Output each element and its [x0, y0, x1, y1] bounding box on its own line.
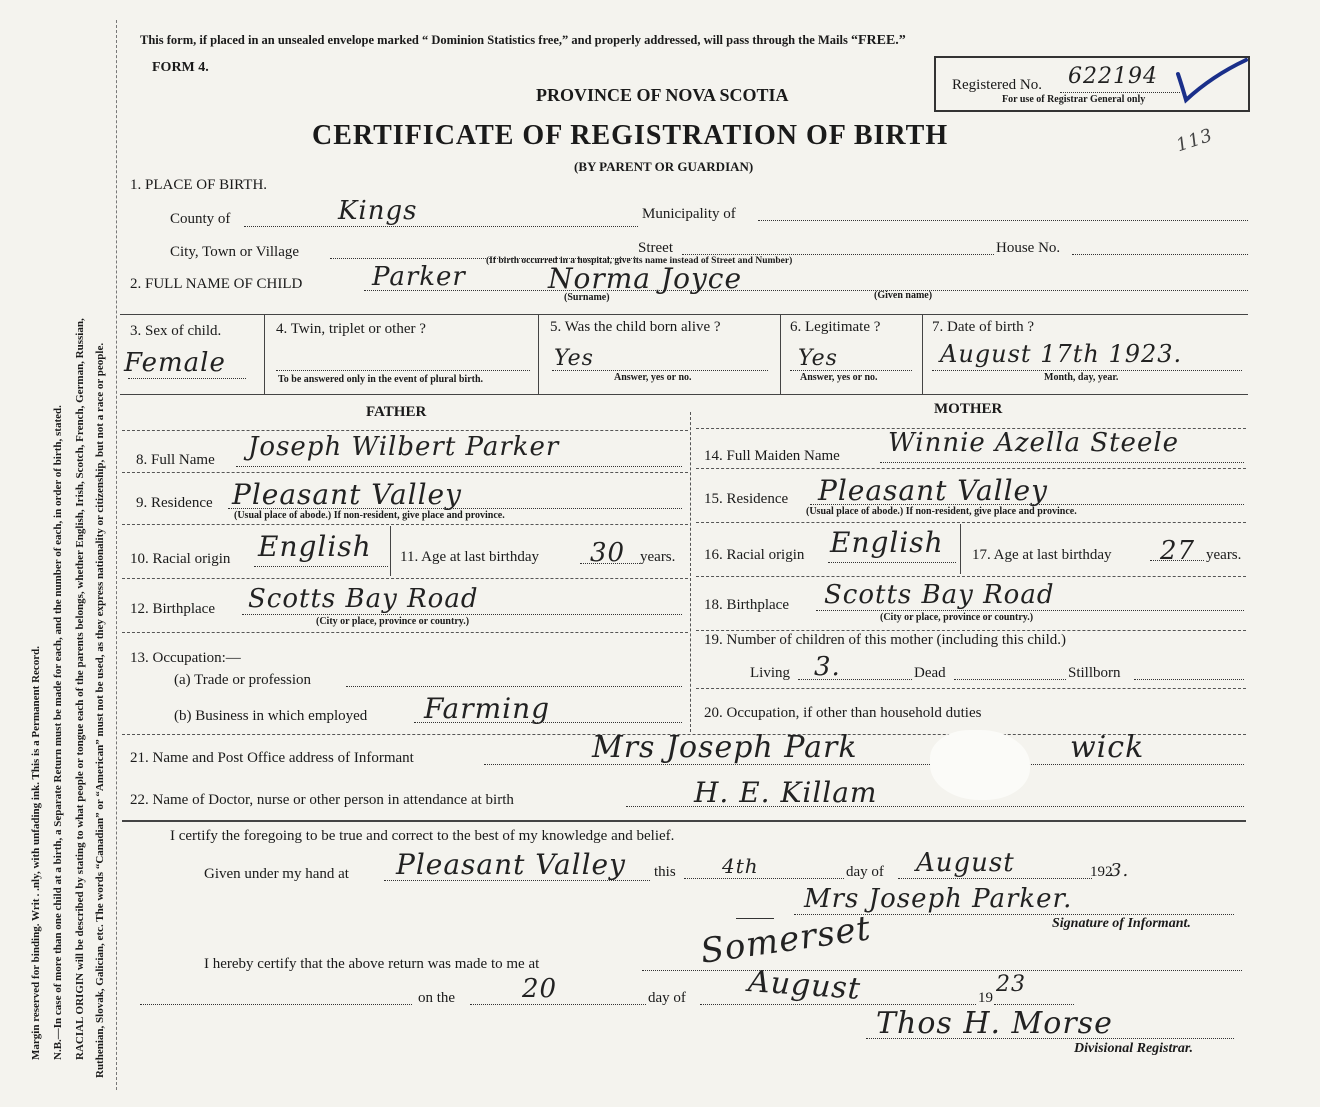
- registrar-day: 20: [522, 974, 558, 1004]
- province-heading: PROVINCE OF NOVA SCOTIA: [536, 85, 789, 105]
- doctor-value: H. E. Killam: [694, 776, 878, 809]
- business-line: [414, 722, 682, 723]
- mother-age-label: 17. Age at last birthday: [972, 547, 1112, 563]
- mother-res-line: [810, 504, 1244, 505]
- twin-line: [276, 370, 530, 371]
- certify-text: I certify the foregoing to be true and correct to the best of my knowledge and belief.: [170, 828, 675, 844]
- certify-year: 3.: [1110, 860, 1130, 881]
- mother-age-line: [1150, 560, 1204, 561]
- municipality-line: [758, 220, 1248, 221]
- father-res-line: [228, 508, 682, 509]
- living-value: 3.: [814, 652, 841, 682]
- day-of-label: day of: [846, 864, 884, 880]
- alive-value: Yes: [554, 346, 594, 371]
- this-label: this: [654, 864, 676, 880]
- twin-note: To be answered only in the event of plural birth.: [278, 374, 484, 385]
- registrar-month-line: [700, 1004, 976, 1005]
- business-label: (b) Business in which employed: [174, 708, 368, 724]
- legit-line: [790, 370, 912, 371]
- street-label: Street: [638, 240, 673, 256]
- father-birthplace-note: (City or place, province or country.): [316, 616, 470, 627]
- informant-signature: Mrs Joseph Parker.: [804, 884, 1073, 914]
- registrar-on-the: on the: [418, 990, 456, 1006]
- stillborn-label: Stillborn: [1068, 665, 1121, 681]
- father-birthplace-line: [242, 614, 682, 615]
- registered-number: 622194: [1068, 64, 1158, 89]
- binding-line: [116, 20, 117, 1090]
- parents-row-line-2b: [696, 468, 1246, 469]
- mother-age-divider: [960, 524, 961, 574]
- certificate-title: CERTIFICATE OF REGISTRATION OF BIRTH: [312, 120, 949, 151]
- registrar-place-line: [642, 970, 1242, 971]
- alive-label: 5. Was the child born alive ?: [550, 319, 721, 335]
- hospital-note: (If birth occurred in a hospital, give its name instead of Street and Number): [486, 256, 793, 266]
- given-place-line: [384, 880, 650, 881]
- child-name-label: 2. FULL NAME OF CHILD: [130, 276, 303, 292]
- parents-row-line-6: [696, 688, 1246, 689]
- row3-divider-2: [538, 314, 539, 394]
- sex-line: [128, 378, 246, 379]
- certify-top-line: [122, 820, 1246, 822]
- mother-years: years.: [1206, 547, 1242, 563]
- certify-month: August: [916, 848, 1015, 878]
- children-count-label: 19. Number of children of this mother (including this child.): [704, 632, 1067, 648]
- surname-caption: (Surname): [564, 292, 610, 303]
- row3-bottom-line: [120, 394, 1248, 395]
- mother-name-value: Winnie Azella Steele: [888, 428, 1180, 458]
- parents-row-line-2: [122, 472, 688, 473]
- father-age-value: 30: [590, 538, 626, 568]
- mother-res-label: 15. Residence: [704, 491, 789, 507]
- stillborn-line: [1134, 679, 1244, 680]
- father-res-value: Pleasant Valley: [232, 478, 462, 511]
- row3-divider-4: [922, 314, 923, 394]
- father-res-label: 9. Residence: [136, 495, 213, 511]
- margin-note-binding: Margin reserved for binding. Writ . .nly, with unfading ink. This is a Permanent Record.: [30, 645, 42, 1060]
- living-label: Living: [750, 665, 790, 681]
- registered-label: Registered No.: [952, 77, 1042, 93]
- registrar-year-line: [994, 1004, 1074, 1005]
- informant-redaction: [930, 730, 1030, 800]
- county-value: Kings: [338, 196, 418, 226]
- alive-note: Answer, yes or no.: [614, 372, 692, 383]
- dead-line: [954, 679, 1066, 680]
- father-age-line: [580, 563, 640, 564]
- mother-name-line: [880, 462, 1244, 463]
- mother-birthplace-label: 18. Birthplace: [704, 597, 789, 613]
- house-line: [1072, 254, 1248, 255]
- father-res-note: (Usual place of abode.) If non-resident, give place and province.: [234, 510, 505, 521]
- parents-row-line-4: [122, 578, 688, 579]
- father-heading: FATHER: [366, 404, 427, 420]
- father-name-value: Joseph Wilbert Parker: [248, 432, 560, 462]
- father-name-label: 8. Full Name: [136, 452, 215, 468]
- registrar-text: I hereby certify that the above return was made to me at: [204, 956, 540, 972]
- row3-divider-1: [264, 314, 265, 394]
- registrar-signature: Thos H. Morse: [876, 1006, 1113, 1041]
- living-line: [798, 679, 912, 680]
- father-race-line: [254, 566, 388, 567]
- father-occupation-label: 13. Occupation:—: [130, 650, 241, 666]
- child-surname: Parker: [372, 262, 466, 292]
- mail-notice-text: This form, if placed in an unsealed envelope marked “ Dominion Statistics free,” and properly addressed, will pass through the Mails: [140, 33, 848, 47]
- legit-label: 6. Legitimate ?: [790, 319, 881, 335]
- certify-day-line: [684, 878, 844, 879]
- registrar-lead-line: [140, 1004, 412, 1005]
- place-heading: 1. PLACE OF BIRTH.: [130, 177, 268, 193]
- informant-signature-caption: Signature of Informant.: [1052, 916, 1191, 931]
- margin-note-nationality: Ruthenian, Slovak, Galician, etc. The words “Canadian” or “American” must not be used, as they express nationality or citizenship, but not a race or people.: [94, 342, 106, 1078]
- form-number: FORM 4.: [152, 60, 209, 75]
- given-label: Given under my hand at: [204, 866, 349, 882]
- father-name-line: [236, 466, 682, 467]
- certificate-subtitle: (BY PARENT OR GUARDIAN): [574, 159, 754, 174]
- street-line: [682, 254, 994, 255]
- registrar-day-line: [470, 1004, 646, 1005]
- registrar-month: August: [746, 964, 863, 1007]
- registrar-day-of: day of: [648, 990, 686, 1006]
- father-age-divider: [390, 526, 391, 576]
- sex-label: 3. Sex of child.: [130, 323, 222, 339]
- father-age-label: 11. Age at last birthday: [400, 549, 539, 565]
- check-mark-icon: [1172, 56, 1252, 106]
- father-birthplace-label: 12. Birthplace: [130, 601, 215, 617]
- child-name-line: [364, 290, 1248, 291]
- sex-value: Female: [124, 348, 226, 378]
- county-line: [244, 226, 638, 227]
- margin-note-separate-return: N.B.—In case of more than one child at a birth, a Separate Return must be made for each, and the number of each, in order of birth, stated.: [52, 405, 64, 1060]
- row3-top-line: [120, 314, 1248, 315]
- row3-divider-3: [780, 314, 781, 394]
- father-years: years.: [640, 549, 676, 565]
- alive-line: [552, 370, 768, 371]
- doctor-label: 22. Name of Doctor, nurse or other person in attendance at birth: [130, 792, 514, 808]
- father-birthplace-value: Scotts Bay Road: [248, 584, 479, 614]
- dob-note: Month, day, year.: [1044, 372, 1119, 383]
- dob-value: August 17th 1923.: [940, 340, 1183, 368]
- mail-notice: [140, 33, 906, 49]
- mother-age-value: 27: [1160, 536, 1196, 566]
- registrar-signature-line: [866, 1038, 1234, 1039]
- registrar-year: 23: [996, 972, 1026, 997]
- certify-month-line: [898, 878, 1092, 879]
- informant-label: 21. Name and Post Office address of Informant: [130, 750, 414, 766]
- trade-line: [346, 686, 682, 687]
- legit-value: Yes: [798, 346, 838, 371]
- informant-value-a: Mrs Joseph Park: [592, 730, 858, 765]
- dob-label: 7. Date of birth ?: [932, 319, 1035, 335]
- certify-day: 4th: [722, 854, 759, 878]
- legit-note: Answer, yes or no.: [800, 372, 878, 383]
- mother-race-label: 16. Racial origin: [704, 547, 805, 563]
- city-label: City, Town or Village: [170, 244, 300, 260]
- twin-label: 4. Twin, triplet or other ?: [276, 321, 426, 337]
- dob-line: [932, 370, 1242, 371]
- mother-res-value: Pleasant Valley: [818, 474, 1048, 507]
- trade-label: (a) Trade or profession: [174, 672, 312, 688]
- father-race-label: 10. Racial origin: [130, 551, 231, 567]
- registrar-place-stroke: [736, 918, 774, 919]
- house-label: House No.: [996, 240, 1061, 256]
- parents-row-line-5b: [696, 630, 1246, 631]
- given-caption: (Given name): [874, 290, 933, 301]
- mother-birthplace-note: (City or place, province or country.): [880, 612, 1034, 623]
- mother-race-value: English: [830, 526, 944, 559]
- business-value: Farming: [424, 692, 551, 725]
- parents-divider: [690, 412, 691, 732]
- mother-race-line: [828, 562, 956, 563]
- dead-label: Dead: [914, 665, 946, 681]
- parents-row-line-5: [122, 632, 688, 633]
- parents-row-line-4b: [696, 576, 1246, 577]
- margin-note-racial-origin: RACIAL ORIGIN will be described by stating to what people or tongue each of the parents belongs, whether English, Irish, Scotch, French, German, Russian,: [74, 318, 86, 1060]
- mail-notice-free: “FREE.”: [850, 33, 906, 48]
- child-given: Norma Joyce: [548, 262, 743, 295]
- registrar-caption: Divisional Registrar.: [1074, 1041, 1194, 1056]
- parents-row-line-1: [122, 430, 688, 431]
- mother-occupation-label: 20. Occupation, if other than household duties: [704, 705, 982, 721]
- mother-birthplace-value: Scotts Bay Road: [824, 580, 1055, 610]
- registrar-year-prefix: 19: [978, 990, 993, 1006]
- certify-year-prefix: 192: [1090, 864, 1113, 880]
- informant-value-b: wick: [1070, 730, 1145, 765]
- registered-line: [1060, 92, 1180, 93]
- registrar-place: Somerset: [698, 908, 874, 972]
- stamp-number: 113: [1173, 124, 1216, 157]
- mother-birthplace-line: [816, 610, 1244, 611]
- registrar-only-note: For use of Registrar General only: [1002, 94, 1146, 105]
- parents-row-line-3b: [696, 522, 1246, 523]
- mother-name-label: 14. Full Maiden Name: [704, 448, 840, 464]
- parents-row-line-3: [122, 524, 688, 525]
- mother-res-note: (Usual place of abode.) If non-resident, give place and province.: [806, 506, 1077, 517]
- county-label: County of: [170, 211, 231, 227]
- mother-heading: MOTHER: [934, 401, 1003, 417]
- given-place: Pleasant Valley: [396, 848, 626, 881]
- municipality-label: Municipality of: [642, 206, 736, 222]
- father-race-value: English: [258, 530, 372, 563]
